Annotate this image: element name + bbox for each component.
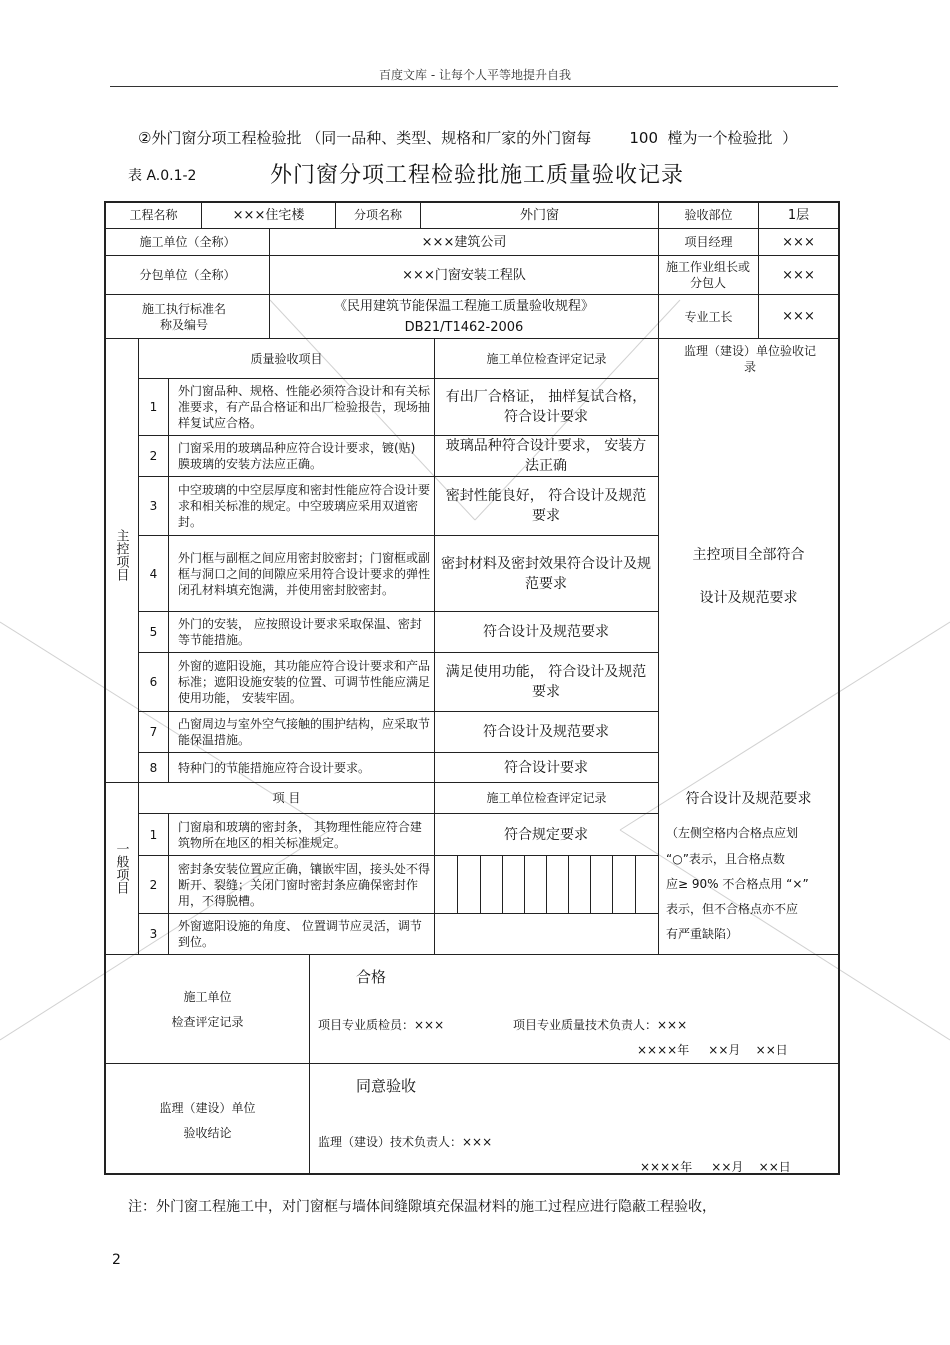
contractor-label: 施工单位（全称） (139, 235, 236, 249)
general-item-no: 2 (149, 877, 158, 892)
main-item-result: 符合设计要求 (504, 759, 588, 776)
main-item-result: 有出厂合格证， 抽样复试合格，符合设计要求 (445, 389, 647, 425)
supervision-tech-lead: 监理（建设）技术负责人：××× (318, 1135, 493, 1149)
supervision-conclusion-date: ××××年 ××月 ××日 (640, 1160, 791, 1174)
main-item-no: 4 (149, 566, 158, 581)
general-note-line: 表示，但不合格点亦不应 (666, 902, 799, 916)
contractor-tech-lead: 项目专业质量技术负责人：××× (513, 1018, 688, 1032)
general-note-line: （左侧空格内合格点应划 (666, 826, 799, 840)
general-item-text: 门窗扇和玻璃的密封条， 其物理性能应符合建筑物所在地区的相关标准规定。 (178, 819, 422, 850)
supervision-result-line1: 主控项目全部符合 (692, 547, 805, 563)
main-item-no: 7 (149, 725, 158, 739)
main-item-text: 外窗的遮阳设施，其功能应符合设计要求和产品标准；遮阳设施安装的位置、可调节性能应满足使用功能， 安装牢固。 (178, 659, 431, 705)
general-item-no: 3 (149, 927, 158, 941)
location-label: 验收部位 (684, 208, 733, 222)
contractor-inspector: 项目专业质检员：××× (318, 1018, 445, 1032)
general-note-line: “○”表示，且合格点数 (666, 852, 785, 866)
pm-value: ××× (782, 234, 815, 250)
main-items-header: 质量验收项目 (250, 351, 323, 366)
contractor-eval-date: ××××年 ××月 ××日 (637, 1043, 788, 1057)
main-item-result: 密封材料及密封效果符合设计及规范要求 (441, 555, 651, 592)
main-item-text: 外门的安装， 应按照设计要求采取保温、密封等节能措施。 (178, 617, 422, 647)
supervision-conclusion-result: 同意验收 (356, 1077, 417, 1095)
main-control-section-label: 主控项目 (113, 529, 129, 581)
page-title: 外门窗分项工程检验批施工质量验收记录 (270, 163, 685, 188)
table-number: 表 A.0.1-2 (128, 168, 197, 184)
footnote: 注：外门窗工程施工中，对门窗框与墙体间缝隙填充保温材料的施工过程应进行隐蔽工程验收， (128, 1199, 716, 1215)
main-item-text: 门窗采用的玻璃品种应符合设计要求，镀(贴) 膜玻璃的安装方法应正确。 (178, 441, 416, 471)
page-number: 2 (112, 1252, 121, 1268)
main-item-no: 1 (149, 400, 158, 414)
main-item-result: 符合设计及规范要求 (483, 724, 609, 740)
standard-label: 施工执行标准名称及编号 (141, 301, 226, 332)
batch-subtitle: ②外门窗分项工程检验批 （同一品种、类型、规格和厂家的外门窗每 100 樘为一个检验批 ） (138, 129, 798, 147)
main-item-text: 特种门的节能措施应符合设计要求。 (178, 760, 371, 775)
subcontractor-label: 分包单位（全称） (139, 268, 236, 282)
contractor-eval-label-line1: 施工单位 (183, 990, 232, 1004)
general-check-header: 施工单位检查评定记录 (486, 791, 607, 805)
main-item-result: 符合设计及规范要求 (483, 624, 609, 640)
pm-label: 项目经理 (684, 235, 733, 249)
foreman-label: 专业工长 (684, 309, 733, 324)
standard-name: 《民用建筑节能保温工程施工质量验收规程》 (333, 298, 594, 314)
general-note-line: 应≥ 90% 不合格点用 “×” (666, 877, 809, 891)
general-supervision-result: 符合设计及规范要求 (685, 791, 812, 807)
team-leader-value: ××× (782, 267, 815, 283)
foreman-value: ××× (782, 309, 815, 324)
team-leader-label: 施工作业组长或分包人 (665, 260, 750, 290)
project-name-value: ×××住宅楼 (232, 207, 305, 223)
subcontractor-value: ×××门窗安装工程队 (402, 267, 526, 283)
page-header: 百度文库 - 让每个人平等地提升自我 (379, 68, 571, 82)
main-item-result: 满足使用功能， 符合设计及规范要求 (445, 664, 647, 700)
general-item-no: 1 (149, 827, 158, 842)
supervision-conclusion-label-line1: 监理（建设）单位 (159, 1101, 256, 1115)
main-item-result: 密封性能良好， 符合设计及规范要求 (445, 488, 647, 524)
contractor-eval-result: 合格 (356, 968, 387, 986)
main-item-no: 5 (149, 625, 158, 639)
project-name-label: 工程名称 (129, 208, 178, 222)
main-item-text: 外门框与副框之间应用密封胶密封；门窗框或副框与洞口之间的间隙应采用符合设计要求的弹性闭孔材料填充饱满，并使用密封胶密封。 (178, 550, 431, 597)
main-item-text: 凸窗周边与室外空气接触的围护结构，应采取节能保温措施。 (178, 717, 431, 747)
main-item-no: 2 (149, 449, 158, 463)
sub-item-value: 外门窗 (519, 207, 559, 223)
general-item-result: 符合规定要求 (504, 826, 588, 843)
general-item-text: 密封条安装位置应正确，镶嵌牢固，接头处不得断开、裂缝；关闭门窗时密封条应确保密封作用，不得脱槽。 (178, 861, 431, 908)
supervision-conclusion-label-line2: 验收结论 (183, 1126, 232, 1140)
location-value: 1层 (787, 207, 810, 223)
main-item-no: 6 (149, 675, 158, 689)
contractor-eval-label-line2: 检查评定记录 (171, 1015, 244, 1029)
main-item-no: 8 (149, 760, 158, 775)
main-item-no: 3 (149, 499, 158, 513)
sub-item-label: 分项名称 (353, 208, 402, 222)
contractor-value: ×××建筑公司 (421, 234, 507, 250)
main-item-text: 外门窗品种、规格、性能必须符合设计和有关标准要求，有产品合格证和出厂检验报告，现场抽样复试应合格。 (178, 384, 431, 430)
general-items-header: 项 目 (272, 791, 301, 805)
supervision-header: 监理（建设）单位验收记录 (683, 343, 816, 374)
main-item-text: 中空玻璃的中空层厚度和密封性能应符合设计要求和相关标准的规定。中空玻璃应采用双道密封。 (178, 483, 431, 529)
general-note-line: 有严重缺陷） (666, 927, 739, 941)
general-section-label: 一般项目 (113, 842, 129, 894)
main-item-result: 玻璃品种符合设计要求， 安装方法正确 (445, 438, 647, 474)
main-check-header: 施工单位检查评定记录 (486, 351, 607, 366)
general-item-text: 外窗遮阳设施的角度、 位置调节应灵活，调节到位。 (178, 919, 422, 949)
supervision-result-line2: 设计及规范要求 (699, 590, 798, 606)
standard-code: DB21/T1462-2006 (404, 319, 524, 335)
